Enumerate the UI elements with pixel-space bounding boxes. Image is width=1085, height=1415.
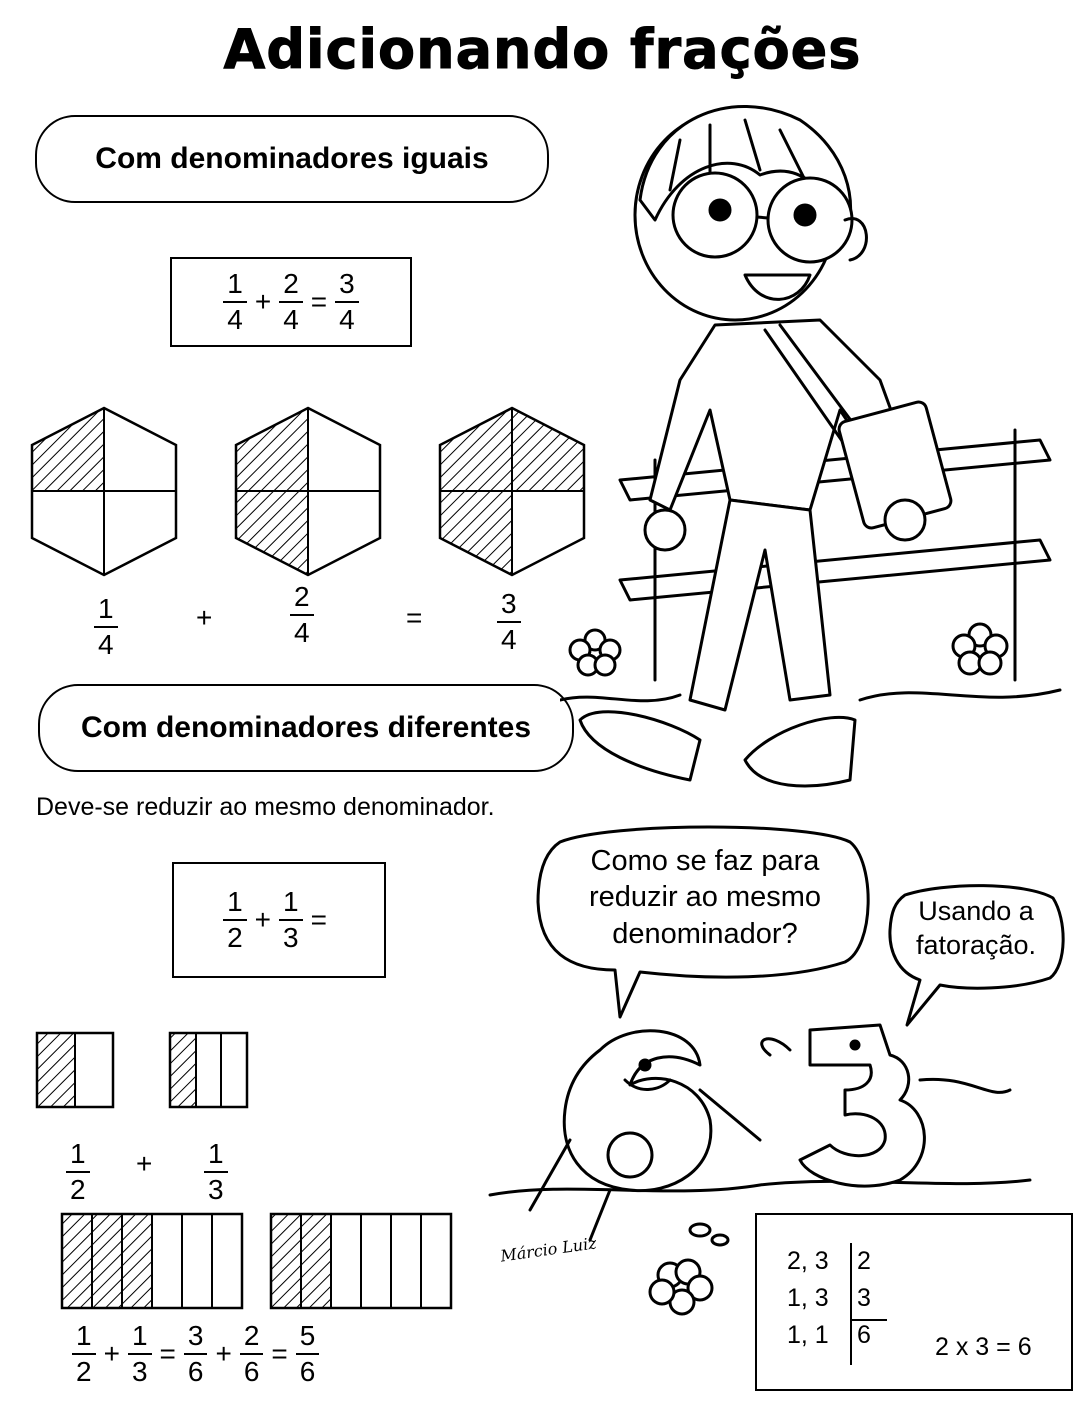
factor-row-3-left: 1, 1 <box>787 1321 829 1349</box>
section-heading-text: Com denominadores diferentes <box>80 711 532 744</box>
page-title: Adicionando frações <box>223 18 862 81</box>
rectangle-one-half <box>37 1033 113 1107</box>
factor-row-1-left: 2, 3 <box>787 1247 829 1275</box>
equals-sign: = <box>310 286 328 317</box>
label-plus-sign: + <box>196 602 213 633</box>
fraction-two-sixths: $\frac{2}{6}$ <box>240 1322 264 1386</box>
speech-bubble-answer-text: Usando a fatoração. <box>915 896 1037 960</box>
factorization-box <box>755 1213 1073 1391</box>
plus-sign: + <box>103 1338 120 1369</box>
rectangle-diagrams-small <box>30 1025 260 1115</box>
label-equals-sign: = <box>406 602 423 633</box>
fraction-one-quarter: $\frac{1}{4}$ <box>223 270 247 334</box>
rectangle-three-sixths <box>62 1214 242 1308</box>
fraction-one-half: $\frac{1}{2}$ <box>72 1322 96 1386</box>
equals-sign: = <box>271 1338 288 1369</box>
factorization-result: 2 x 3 = 6 <box>935 1333 1032 1361</box>
equals-sign: = <box>310 904 327 935</box>
factor-row-2-right: 3 <box>857 1284 871 1312</box>
equals-sign: = <box>159 1338 176 1369</box>
label-fraction-one-half: $\frac{1}{2}$ <box>66 1140 90 1204</box>
hexagon-one-quarter <box>32 408 176 575</box>
speech-bubble-question-text: Como se faz para reduzir ao mesmo denominador? <box>588 845 822 950</box>
plus-sign: + <box>215 1338 232 1369</box>
fraction-five-sixths: $\frac{5}{6}$ <box>296 1322 320 1386</box>
label-fraction-one-quarter: $\frac{1}{4}$ <box>94 595 118 659</box>
label-fraction-two-quarters: $\frac{2}{4}$ <box>290 583 314 647</box>
fraction-three-quarters: $\frac{3}{4}$ <box>335 270 359 334</box>
result-equation <box>72 1322 319 1386</box>
instruction-note: Deve-se reduzir ao mesmo denominador. <box>36 793 495 821</box>
label-fraction-three-quarters: $\frac{3}{4}$ <box>497 590 521 654</box>
factor-row-2-left: 1, 3 <box>787 1284 829 1312</box>
section-heading-equal-denominators <box>35 115 549 203</box>
factor-row-3-right: 6 <box>857 1321 871 1349</box>
hexagon-diagrams <box>20 400 600 585</box>
section-heading-text: Com denominadores iguais <box>95 142 489 175</box>
hexagon-two-quarters <box>236 408 380 575</box>
artist-signature: Márcio Luiz <box>499 1233 598 1266</box>
fraction-one-third: $\frac{1}{3}$ <box>128 1322 152 1386</box>
label-fraction-one-third: $\frac{1}{3}$ <box>204 1140 228 1204</box>
fraction-one-half: $\frac{1}{2}$ <box>223 888 247 952</box>
factorization-divider <box>850 1243 852 1365</box>
plus-sign: + <box>254 904 271 935</box>
fraction-three-sixths: $\frac{3}{6}$ <box>184 1322 208 1386</box>
section-heading-different-denominators <box>38 684 574 772</box>
equation-box-equal <box>170 257 412 347</box>
plus-sign: + <box>254 286 272 317</box>
rectangle-two-sixths <box>271 1214 451 1308</box>
rectangle-one-third <box>170 1033 247 1107</box>
equation-box-different <box>172 862 386 978</box>
fraction-two-quarters: $\frac{2}{4}$ <box>279 270 303 334</box>
boy-illustration <box>560 80 1080 820</box>
factor-row-1-right: 2 <box>857 1247 871 1275</box>
fraction-one-third: $\frac{1}{3}$ <box>279 888 303 952</box>
rectangle-diagrams-sixths <box>55 1205 465 1315</box>
label-plus-sign: + <box>136 1148 153 1179</box>
